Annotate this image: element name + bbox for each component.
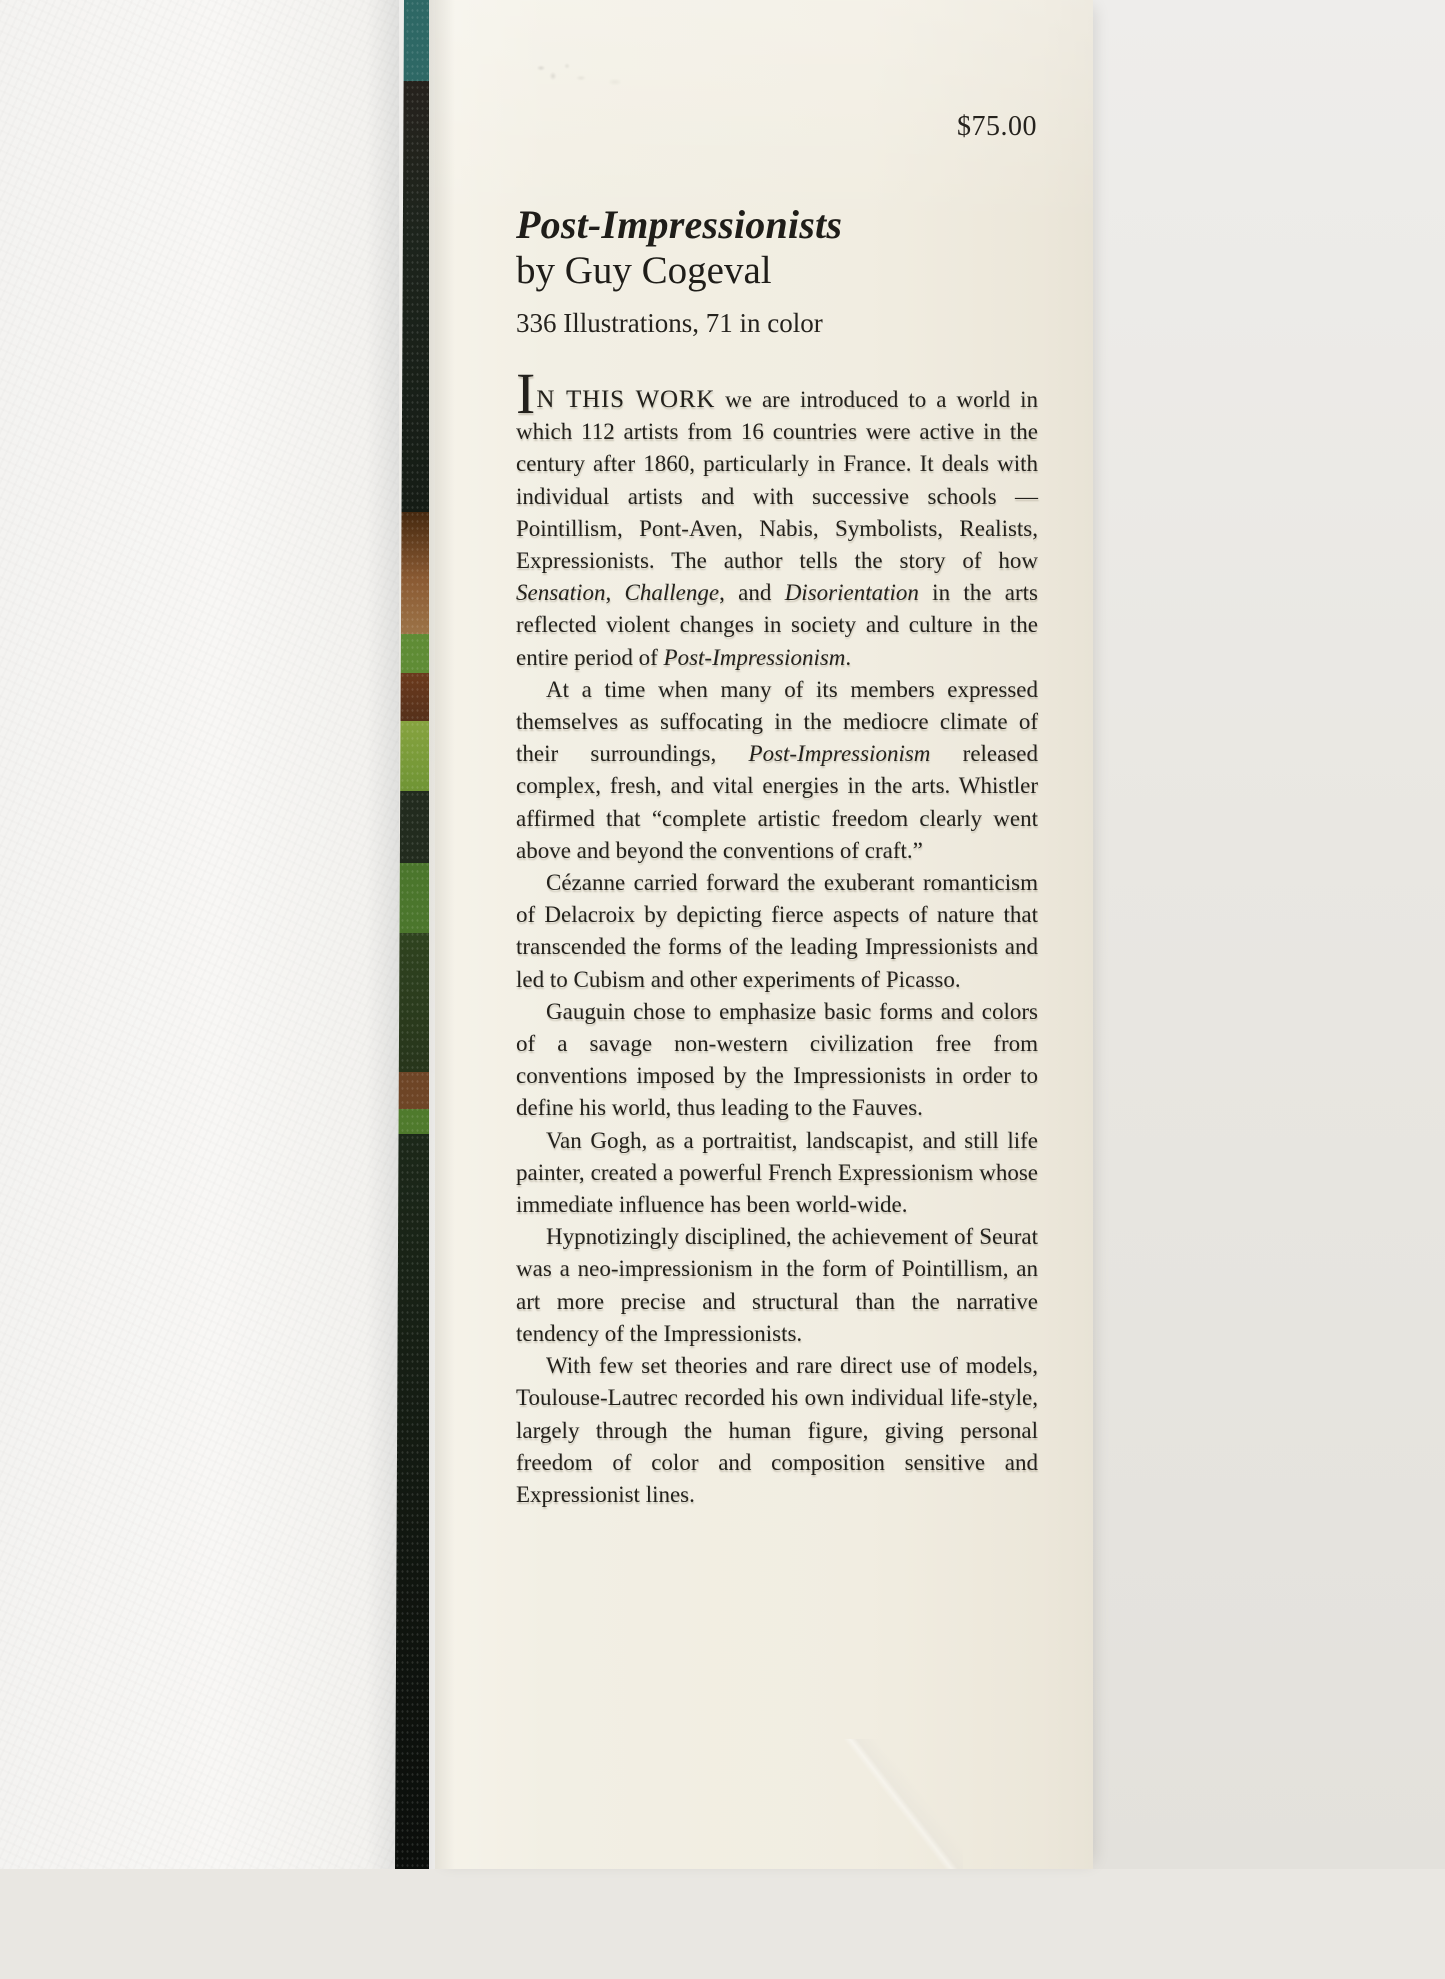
flap-paragraph: Gauguin chose to emphasize basic forms and colors of a savage non-western civilization free from conventions imposed by the Impressionists in order to define his world, thus leading to the Fauves. xyxy=(516,998,1038,1121)
book-cover-edge xyxy=(395,0,429,1869)
flap-content xyxy=(429,110,1093,1979)
flap-paragraph: At a time when many of its members expressed themselves as suffocating in the mediocre climate of their surroundings, Post-Impressionism released complex, fresh, and vital energies in the arts. Whistler affirmed that “complete artistic freedom clearly went above and beyond the conventions of craft.” xyxy=(516,676,1038,863)
flap-body-text xyxy=(516,361,1039,1511)
spine-segment-brown-branch xyxy=(395,512,429,634)
spine-segment-dark-bottom xyxy=(395,1134,429,1869)
pencil-smudge xyxy=(523,52,633,94)
flap-paragraph: Hypnotizingly disciplined, the achievement of Seurat was a neo-impressionism in the form of Pointillism, an art more precise and structural than the narrative tendency of the Impressionists. xyxy=(516,1224,1038,1346)
spine-segment-teal-top xyxy=(395,0,429,81)
flap-paragraph: IN THIS WORK we are introduced to a world in which 112 artists from 16 countries were active in the century after 1860, particularly in France. It deals with individual artists and with successive schools — Pointillism, Pont-Aven, Nabis, Symbolists, Realists, Expressionists. The author tells the story of how Sensation, Challenge, and Disorientation in the arts reflected violent changes in society and culture in the entire period of Post-Impressionism. xyxy=(516,361,1039,670)
book-author: by Guy Cogeval xyxy=(516,249,772,292)
illustrations-note: 336 Illustrations, 71 in color xyxy=(516,308,823,338)
spine-segment-green-small xyxy=(395,1109,429,1134)
flap-paragraph: Cézanne carried forward the exuberant romanticism of Delacroix by depicting fierce aspects of nature that transcended the forms of the leading Impressionists and led to Cubism and other experiments of Picasso. xyxy=(516,870,1038,992)
spine-segment-brown-small xyxy=(395,1072,429,1109)
spine-segment-dark-foliage xyxy=(395,81,429,511)
background-fabric xyxy=(0,0,399,1869)
spine-segment-red-brown xyxy=(395,673,429,721)
flap-paragraph: Van Gogh, as a portraitist, landscapist, and still life painter, created a powerful French Expressionism whose immediate influence has been world-wide. xyxy=(516,1127,1038,1218)
spine-segment-dark-patch xyxy=(395,791,429,863)
spine-segment-olive-dark xyxy=(395,933,429,1073)
book-title: Post-Impressionists xyxy=(516,202,843,247)
spine-segment-mid-green xyxy=(395,863,429,933)
flap-paragraph: With few set theories and rare direct use of models, Toulouse-Lautrec recorded his own individual life-style, largely through the human figure, giving personal freedom of color and composition sensitive and Expressionist lines. xyxy=(516,1353,1038,1507)
spine-segment-yellow-green xyxy=(395,721,429,791)
spine-segment-bright-green xyxy=(395,634,429,673)
price-label: $75.00 xyxy=(957,111,1037,142)
dust-jacket-flap xyxy=(429,0,1093,1869)
